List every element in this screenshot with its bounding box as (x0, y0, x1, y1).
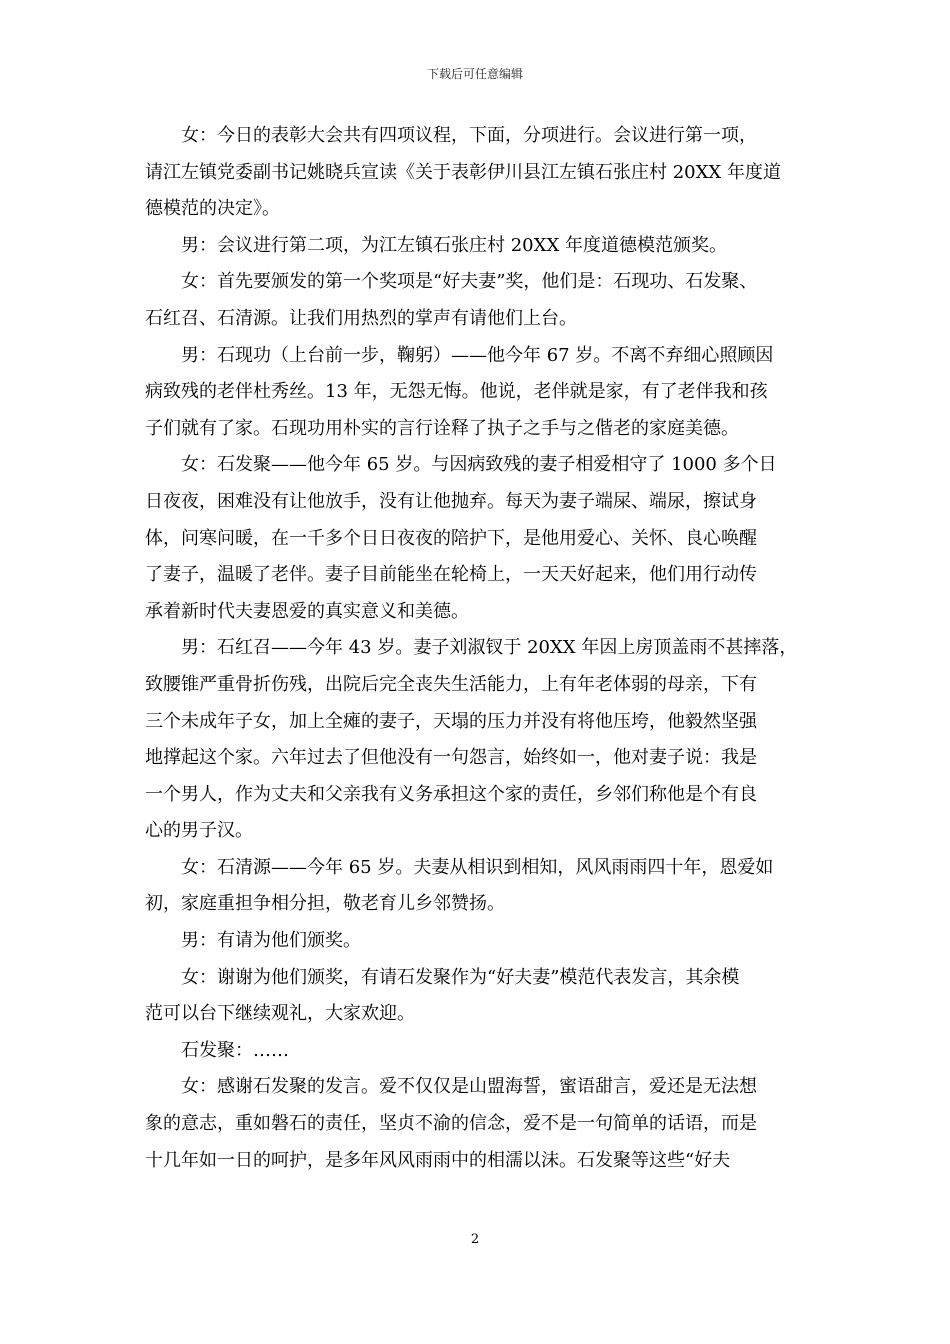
text-line: 石发聚：…… (181, 1039, 289, 1061)
paragraph (145, 338, 810, 448)
text-line: 致腰锥严重骨折伤残，出院后完全丧失生活能力，上有年老体弱的母亲，下有 (145, 673, 757, 695)
paragraph (145, 630, 810, 850)
page-number: 2 (470, 1232, 480, 1247)
text-line: 男：有请为他们颁奖。 (181, 930, 361, 952)
text-line: 女：首先要颁发的第一个奖项是“好夫妻”奖，他们是：石现功、石发聚、 (181, 271, 758, 293)
text-line: 子们就有了家。石现功用朴实的言行诠释了执子之手与之偕老的家庭美德。 (145, 417, 739, 439)
text-line: 一个男人，作为丈夫和父亲我有义务承担这个家的责任，乡邻们称他是个有良 (145, 783, 757, 805)
paragraph (145, 118, 810, 228)
text-line: 承着新时代夫妻恩爱的真实意义和美德。 (145, 600, 469, 622)
text-line: 日夜夜，困难没有让他放手，没有让他抛弃。每天为妻子端屎、端尿，擦试身 (145, 490, 757, 512)
paragraph (145, 960, 810, 1033)
text-line: 十几年如一日的呵护，是多年风风雨雨中的相濡以沫。石发聚等这些“好夫 (145, 1149, 731, 1171)
text-line: 男：石现功（上台前一步，鞠躬）——他今年 67 岁。不离不弃细心照顾因 (181, 344, 774, 366)
text-line: 男：会议进行第二项，为江左镇石张庄村 20XX 年度道德模范颁奖。 (181, 234, 727, 256)
paragraph (145, 1033, 810, 1070)
paragraph (145, 228, 810, 265)
text-line: 请江左镇党委副书记姚晓兵宣读《关于表彰伊川县江左镇石张庄村 20XX 年度道 (145, 161, 781, 183)
paragraph (145, 447, 810, 630)
text-line: 女：石清源——今年 65 岁。夫妻从相识到相知，风风雨雨四十年，恩爱如 (181, 856, 774, 878)
paragraph (145, 923, 810, 960)
text-line: 体，问寒问暖，在一千多个日日夜夜的陪护下，是他用爱心、关怀、良心唤醒 (145, 527, 757, 549)
text-line: 初，家庭重担争相分担，敬老育儿乡邻赞扬。 (145, 893, 505, 915)
paragraph (145, 264, 810, 337)
text-line: 象的意志，重如磐石的责任，坚贞不渝的信念，爱不是一句简单的话语，而是 (145, 1113, 757, 1135)
text-line: 女：今日的表彰大会共有四项议程，下面，分项进行。会议进行第一项， (181, 125, 757, 146)
text-line: 心的男子汉。 (145, 820, 253, 842)
text-line: 女：石发聚——他今年 65 岁。与因病致残的妻子相爱相守了 1000 多个日 (181, 454, 777, 476)
text-line: 三个未成年子女，加上全瘫的妻子，天塌的压力并没有将他压垮，他毅然坚强 (145, 710, 757, 732)
paragraph (145, 850, 810, 923)
paragraph (145, 1069, 810, 1179)
text-line: 女：感谢石发聚的发言。爱不仅仅是山盟海誓，蜜语甜言，爱还是无法想 (181, 1076, 757, 1098)
text-line: 德模范的决定》。 (145, 198, 280, 220)
document-body (145, 118, 810, 1179)
page-header: 下载后可任意编辑 (426, 67, 523, 81)
text-line: 女：谢谢为他们颁奖，有请石发聚作为“好夫妻”模范代表发言，其余模 (181, 966, 740, 988)
text-line: 男：石红召——今年 43 岁。妻子刘淑钗于 20XX 年因上房顶盖雨不甚摔落， (181, 637, 798, 659)
text-line: 病致残的老伴杜秀丝。13 年，无怨无悔。他说，老伴就是家，有了老伴我和孩 (145, 381, 768, 403)
text-line: 石红召、石清源。让我们用热烈的掌声有请他们上台。 (145, 307, 577, 329)
text-line: 地撑起这个家。六年过去了但他没有一句怨言，始终如一，他对妻子说：我是 (145, 747, 757, 769)
text-line: 范可以台下继续观礼，大家欢迎。 (145, 1003, 415, 1025)
text-line: 了妻子，温暖了老伴。妻子目前能坐在轮椅上，一天天好起来，他们用行动传 (145, 564, 757, 586)
